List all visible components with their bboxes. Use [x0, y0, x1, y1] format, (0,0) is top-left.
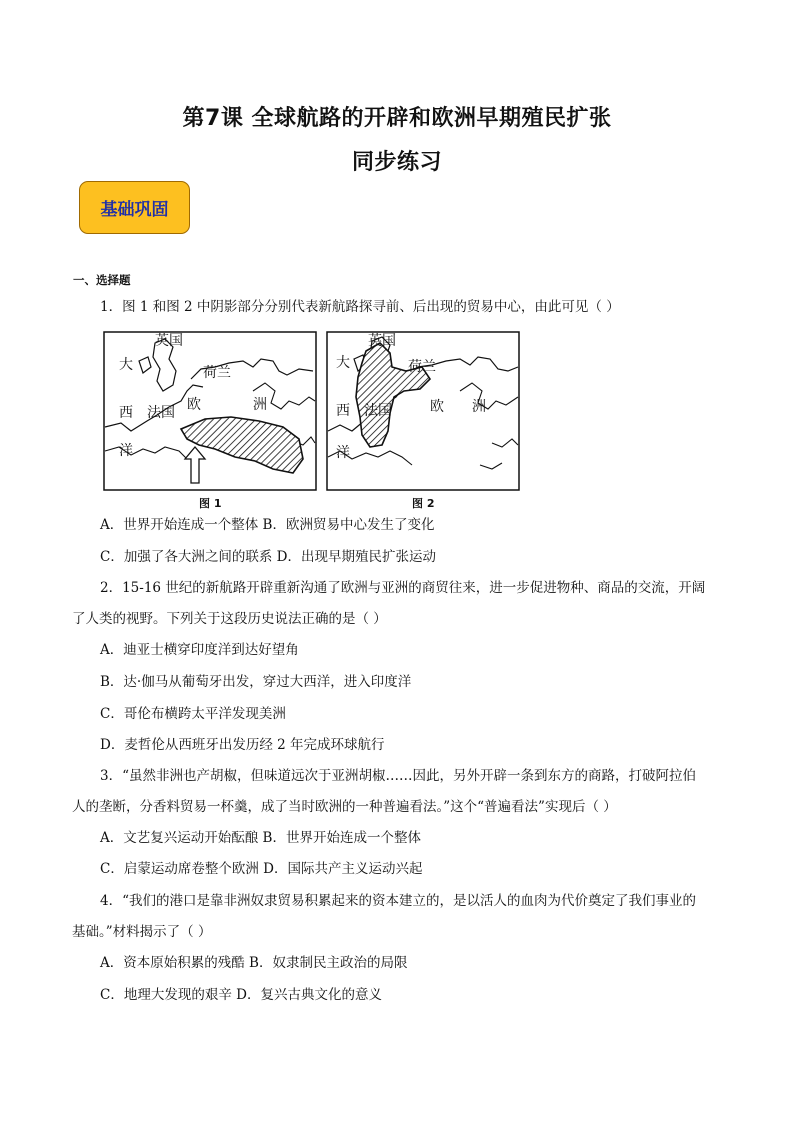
question-2-option: C．哥伦布横跨太平洋发现美洲	[100, 706, 286, 722]
question-2-stem: 了人类的视野。下列关于这段历史说法正确的是（ ）	[72, 611, 387, 627]
section-badge: 基础巩固	[79, 181, 190, 234]
map1-label-france: 法国	[147, 405, 175, 421]
map1-label-west: 西	[119, 405, 133, 421]
lesson-title: 第7课 全球航路的开辟和欧洲早期殖民扩张	[182, 106, 612, 131]
lesson-subtitle: 同步练习	[351, 150, 442, 175]
map1-label-europe-1: 欧	[187, 397, 201, 413]
map-figure-2	[326, 331, 520, 495]
question-4-stem: 4．“我们的港口是靠非洲奴隶贸易积累起来的资本建立的，是以活人的血肉为代价奠定了我们事业的	[100, 893, 696, 909]
map-figure-1	[103, 331, 317, 495]
question-2-option: B．达·伽马从葡萄牙出发，穿过大西洋，进入印度洋	[100, 674, 412, 690]
question-3-option-line: C．启蒙运动席卷整个欧洲 D．国际共产主义运动兴起	[100, 861, 423, 877]
map2-label-big: 大	[336, 355, 350, 371]
map2-label-netherlands: 荷兰	[408, 359, 436, 375]
map2-label-ocean: 洋	[336, 445, 350, 461]
section-heading: 一、选择题	[73, 273, 131, 287]
map2-label-france: 法国	[364, 403, 392, 419]
question-1-option-line: C．加强了各大洲之间的联系 D．出现早期殖民扩张运动	[100, 549, 436, 565]
map-figure-1-image	[103, 331, 317, 491]
question-4-stem: 基础。”材料揭示了（ ）	[72, 924, 212, 940]
map2-label-west: 西	[336, 403, 350, 419]
question-4-option-line: C．地理大发现的艰辛 D．复兴古典文化的意义	[100, 987, 382, 1003]
question-3-stem: 3．“虽然非洲也产胡椒，但味道远次于亚洲胡椒……因此，另外开辟一条到东方的商路，打破阿拉伯	[100, 768, 696, 784]
map2-label-england: 英国	[368, 333, 396, 349]
map-figure-1-caption: 图 1	[199, 497, 222, 510]
question-3-option-line: A．文艺复兴运动开始酝酿 B．世界开始连成一个整体	[100, 830, 421, 846]
question-4-option-line: A．资本原始积累的残酷 B．奴隶制民主政治的局限	[100, 955, 408, 971]
map1-label-big: 大	[119, 357, 133, 373]
question-2-stem: 2．15-16 世纪的新航路开辟重新沟通了欧洲与亚洲的商贸往来，进一步促进物种、商品的交流，开阔	[100, 580, 706, 596]
map2-label-europe-2: 洲	[472, 399, 486, 415]
question-1-option-line: A．世界开始连成一个整体 B．欧洲贸易中心发生了变化	[100, 517, 435, 533]
map-figure-2-caption: 图 2	[412, 497, 435, 510]
map2-label-europe-1: 欧	[430, 399, 444, 415]
map1-label-ocean: 洋	[119, 443, 133, 459]
map1-label-europe-2: 洲	[253, 397, 267, 413]
map1-label-england: 英国	[155, 333, 183, 349]
map1-label-netherlands: 荷兰	[203, 365, 231, 381]
map-figure-2-image	[326, 331, 520, 491]
question-2-option: A．迪亚士横穿印度洋到达好望角	[100, 642, 299, 658]
question-1-stem: 1．图 1 和图 2 中阴影部分分别代表新航路探寻前、后出现的贸易中心，由此可见（ ）	[100, 299, 620, 315]
question-3-stem: 人的垄断，分香料贸易一杯羹，成了当时欧洲的一种普遍看法。”这个“普遍看法”实现后（ ）	[72, 799, 617, 815]
question-2-option: D．麦哲伦从西班牙出发历经 2 年完成环球航行	[100, 737, 385, 753]
